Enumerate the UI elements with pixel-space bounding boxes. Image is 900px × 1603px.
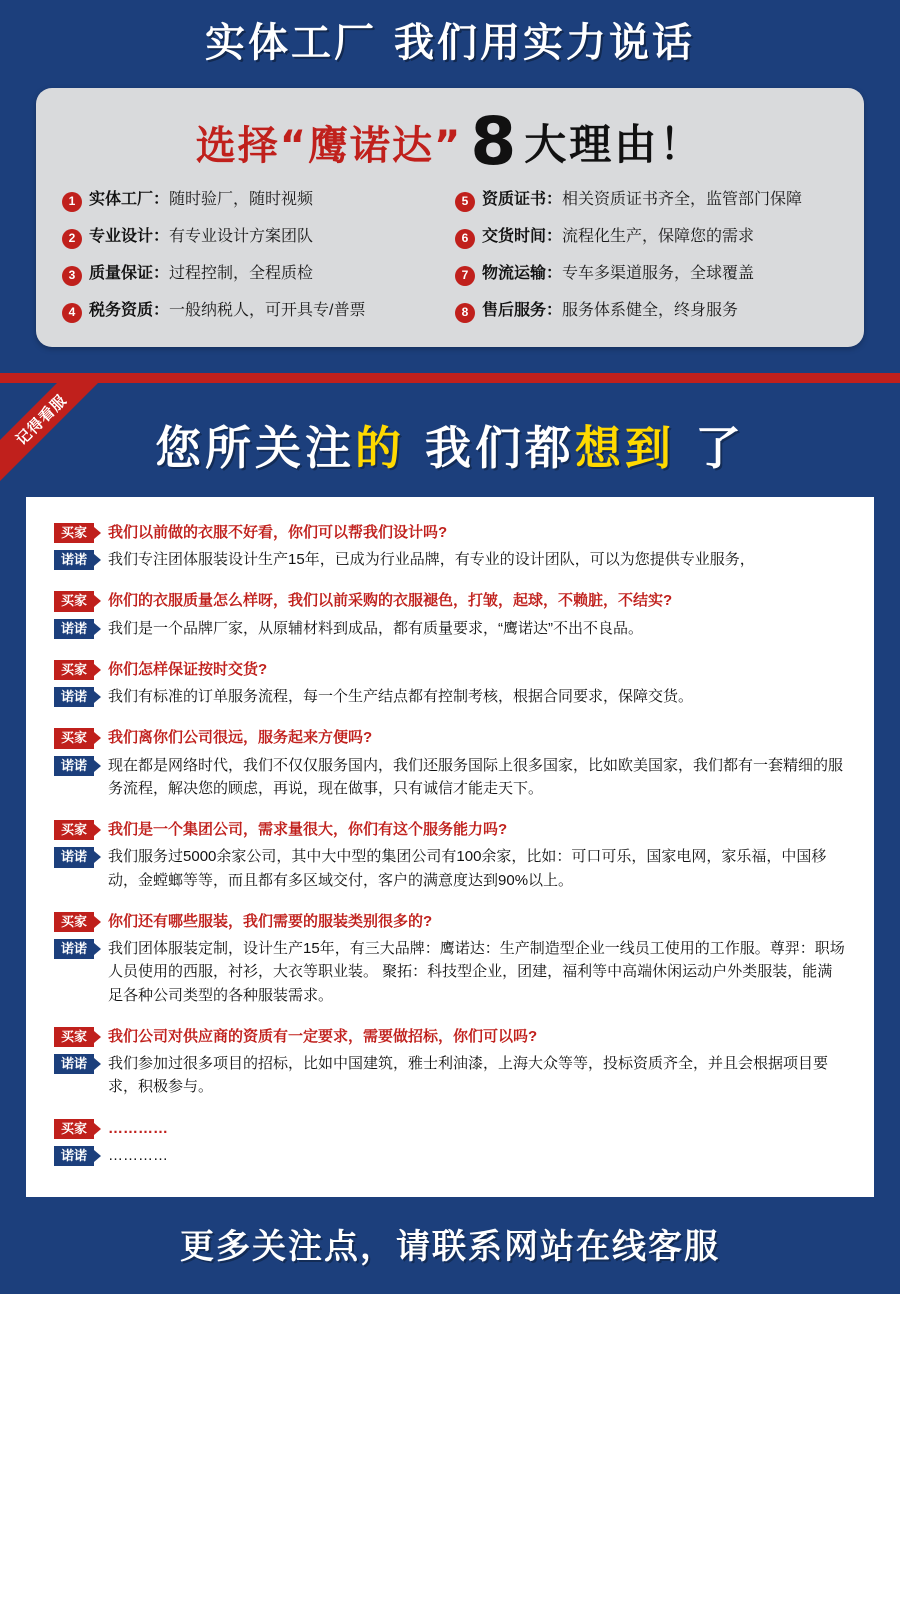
reasons-title-suffix: 大理由！ — [524, 120, 705, 169]
seller-tag: 诺诺 — [54, 687, 94, 707]
reason-number-badge: 3 — [62, 266, 82, 286]
faq-answer-row — [54, 1052, 846, 1099]
faq-answer-text: 现在都是网络时代，我们不仅仅服务国内，我们还服务国际上很多国家，比如欧美国家，我们都有一套精细的服务流程，解决您的顾虑，再说，现在做事，只有诚信才能走天下。 — [108, 756, 844, 797]
faq-question-text: 我们公司对供应商的资质有一定要求，需要做招标，你们可以吗? — [108, 1027, 538, 1045]
buyer-tag: 买家 — [54, 1027, 94, 1047]
faq-answer-text: 我们服务过5000余家公司，其中大中型的集团公司有100余家，比如：可口可乐，国家电网，家乐福，中国移动，金螳螂等等，而且都有多区域交付，客户的满意度达到90%以上。 — [108, 848, 827, 889]
reason-number-badge: 1 — [62, 192, 82, 212]
buyer-tag: 买家 — [54, 820, 94, 840]
reason-title: 专业设计 — [89, 228, 154, 245]
reason-title: 交货时间 — [482, 228, 547, 245]
reason-text: 随时验厂，随时视频 — [169, 191, 314, 208]
reason-title: 质量保证 — [89, 265, 154, 282]
reason-title: 实体工厂 — [89, 191, 154, 208]
faq-answer-row — [54, 1144, 846, 1167]
faq-answer-text: 我们是一个品牌厂家，从原辅材料到成品，都有质量要求，“鹰诺达”不出不良品。 — [108, 619, 644, 637]
reason-colon: ： — [153, 265, 170, 282]
faq-answer-text: 我们有标准的订单服务流程，每一个生产结点都有控制考核，根据合同要求，保障交货。 — [108, 688, 694, 706]
buyer-tag: 买家 — [54, 660, 94, 680]
faq-question-text: ………… — [108, 1119, 169, 1137]
reason-item — [62, 227, 445, 249]
reason-colon: ： — [153, 228, 170, 245]
eight-reasons-title — [62, 103, 838, 186]
section1-headline: 实体工厂 我们用实力说话 — [205, 20, 695, 66]
faq-item — [54, 726, 846, 800]
reason-colon: ： — [153, 191, 170, 208]
faq-question-text: 我们是一个集团公司，需求量很大，你们有这个服务能力吗? — [108, 821, 508, 839]
reason-number-badge: 6 — [455, 229, 475, 249]
buyer-tag: 买家 — [54, 728, 94, 748]
faq-question-text: 我们离你们公司很远，服务起来方便吗? — [108, 729, 373, 747]
reason-title: 税务资质 — [89, 302, 154, 319]
corner-ribbon-label: 记得看服 — [0, 383, 104, 483]
advantages-section — [0, 0, 900, 373]
faq-answer-row — [54, 548, 846, 571]
faq-headline-part2: 的 — [354, 421, 405, 475]
faq-card — [26, 497, 874, 1197]
reason-colon: ： — [546, 228, 563, 245]
reasons-title-brand: 选择“鹰诺达” — [195, 122, 463, 169]
faq-item — [54, 910, 846, 1007]
faq-headline — [0, 407, 900, 497]
faq-item — [54, 1025, 846, 1099]
faq-answer-text: ………… — [108, 1146, 169, 1164]
faq-answer-row — [54, 617, 846, 640]
faq-answer-text: 我们参加过很多项目的招标，比如中国建筑，雅士利油漆，上海大众等等，投标资质齐全，并且会根据项目要求，积极参与。 — [108, 1055, 829, 1096]
faq-question-row — [54, 1117, 846, 1140]
buyer-tag: 买家 — [54, 1119, 94, 1139]
faq-headline-part5: 了 — [695, 421, 746, 475]
faq-headline-part3: 我们都 — [425, 421, 575, 475]
faq-item — [54, 658, 846, 709]
buyer-tag: 买家 — [54, 591, 94, 611]
faq-question-row — [54, 521, 846, 544]
faq-headline-part1: 您所关注 — [154, 421, 355, 475]
faq-answer-row — [54, 937, 846, 1007]
faq-question-row — [54, 818, 846, 841]
faq-question-row — [54, 726, 846, 749]
seller-tag: 诺诺 — [54, 847, 94, 867]
seller-tag: 诺诺 — [54, 1146, 94, 1166]
reason-colon: ： — [153, 302, 170, 319]
faq-question-text: 你们还有哪些服装，我们需要的服装类别很多的? — [108, 912, 433, 930]
seller-tag: 诺诺 — [54, 939, 94, 959]
faq-item — [54, 589, 846, 640]
faq-footer-text: 更多关注点，请联系网站在线客服 — [180, 1227, 720, 1268]
reason-title: 售后服务 — [482, 302, 547, 319]
buyer-tag: 买家 — [54, 523, 94, 543]
faq-answer-row — [54, 845, 846, 892]
seller-tag: 诺诺 — [54, 1054, 94, 1074]
reason-item — [455, 227, 838, 249]
reason-text: 有专业设计方案团队 — [169, 228, 314, 245]
reason-text: 相关资质证书齐全，监管部门保障 — [562, 191, 803, 208]
reason-colon: ： — [546, 191, 563, 208]
faq-question-text: 你们的衣服质量怎么样呀，我们以前采购的衣服褪色，打皱，起球，不赖脏，不结实? — [108, 592, 673, 610]
faq-question-text: 我们以前做的衣服不好看，你们可以帮我们设计吗? — [108, 523, 448, 541]
reason-text: 服务体系健全，终身服务 — [562, 302, 739, 319]
reason-item — [455, 264, 838, 286]
reason-number-badge: 2 — [62, 229, 82, 249]
reasons-title-number: 8 — [470, 103, 517, 181]
faq-answer-text: 我们专注团体服装设计生产15年，已成为行业品牌，有专业的设计团队，可以为您提供专业服务， — [108, 551, 755, 569]
reason-item — [62, 301, 445, 323]
buyer-tag: 买家 — [54, 912, 94, 932]
reasons-grid — [62, 186, 838, 323]
reason-title: 物流运输 — [482, 265, 547, 282]
faq-section — [0, 383, 900, 1294]
seller-tag: 诺诺 — [54, 619, 94, 639]
faq-answer-row — [54, 754, 846, 801]
reason-text: 专车多渠道服务，全球覆盖 — [562, 265, 755, 282]
reason-item — [62, 190, 445, 212]
reason-item — [455, 301, 838, 323]
faq-question-text: 你们怎样保证按时交货? — [108, 660, 268, 678]
faq-answer-text: 我们团体服装定制，设计生产15年，有三大品牌：鹰诺达：生产制造型企业一线员工使用的工作服。尊羿：职场人员使用的西服，衬衫，大衣等职业装。 聚拓：科技型企业，团建，福利等中高端休闲运动户外类服装，能满足各种公司类型的各种服装需求。 — [108, 940, 845, 1004]
reason-item — [62, 264, 445, 286]
reason-title: 资质证书 — [482, 191, 547, 208]
section-divider — [0, 373, 900, 383]
faq-item — [54, 521, 846, 572]
reason-text: 一般纳税人，可开具专/普票 — [169, 302, 366, 319]
faq-item — [54, 1117, 846, 1168]
seller-tag: 诺诺 — [54, 756, 94, 776]
faq-question-row — [54, 658, 846, 681]
reason-item — [455, 190, 838, 212]
reason-colon: ： — [546, 265, 563, 282]
seller-tag: 诺诺 — [54, 550, 94, 570]
faq-item — [54, 818, 846, 892]
reason-number-badge: 7 — [455, 266, 475, 286]
reason-number-badge: 5 — [455, 192, 475, 212]
reason-number-badge: 4 — [62, 303, 82, 323]
faq-question-row — [54, 589, 846, 612]
faq-question-row — [54, 1025, 846, 1048]
reason-text: 流程化生产，保障您的需求 — [562, 228, 755, 245]
reason-colon: ： — [546, 302, 563, 319]
faq-answer-row — [54, 685, 846, 708]
reason-number-badge: 8 — [455, 303, 475, 323]
reason-text: 过程控制，全程质检 — [169, 265, 314, 282]
faq-headline-part4: 想到 — [575, 421, 675, 475]
faq-question-row — [54, 910, 846, 933]
eight-reasons-card — [36, 88, 864, 347]
